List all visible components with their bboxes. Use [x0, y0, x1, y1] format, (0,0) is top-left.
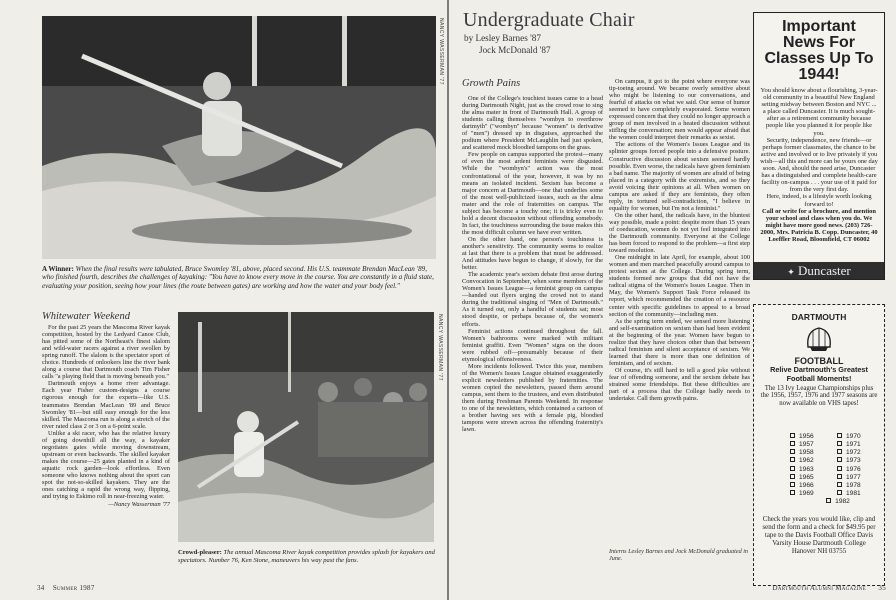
duncaster-contact: [760, 208, 878, 243]
interns-note: Interns Lesley Barnes and Jock McDonald graduated in June.: [609, 548, 749, 563]
year-option[interactable]: [837, 449, 884, 457]
year-label: 1982: [835, 498, 850, 506]
year-option[interactable]: [837, 433, 884, 441]
duncaster-paragraph: Security, independence, new friends—or perhaps former classmates, the chance to be active and involved or to live privately if you wish—all this and more can be yours one day soon. And, should the need arise, Duncaster has a distinguished and complete health-care facility on-campus . . . your use of it paid for from the very first day.: [760, 136, 878, 194]
year-option[interactable]: [837, 441, 884, 449]
year-label: 1976: [846, 465, 861, 473]
duncaster-headline: Important News For Classes Up To 1944!: [764, 18, 874, 83]
year-label: 1978: [846, 481, 861, 489]
duncaster-paragraph: Here, indeed, is a lifestyle worth looking forward to!: [766, 193, 872, 208]
year-label: 1963: [799, 465, 814, 473]
checkbox-icon[interactable]: [790, 433, 795, 438]
article-paragraph: The academic year's sexism debate first arose during Convocation in September, when some members of the Women's Issues League—a feminist group on campus—handed out flyers urging the crowd not to stand during the traditional singing of "Men of Dartmouth." As it turned out, only a handful of students sat; most stood despite, or perhaps because of, the women's efforts.: [462, 271, 603, 328]
article-paragraph: As the spring term ended, we sensed more listening and self-examination on sexism than had been evident at the beginning of the year. Women have begun to realize that they have choices other than that between radical feminism and silent acceptance of sexism. We learned that there is more than one definition of feminism, and of sexism.: [609, 317, 750, 367]
football-title: FOOTBALL: [794, 356, 844, 366]
year-option[interactable]: [790, 449, 837, 457]
article-paragraph: On campus, it got to the point where everyone was tip-toeing around. We became overly sensitive about who might be listening to our conversations, and fearful of attacks on what we said. Our sense of humor seemed to have completely evaporated. Some women expressed concern that they could no longer approach a group of men involved in a heated discussion without stifling the conversation; men would appear afraid that the women could interpret their remarks as sexist.: [609, 78, 750, 142]
checkbox-icon[interactable]: [790, 441, 795, 446]
year-option[interactable]: [837, 466, 884, 474]
checkbox-icon[interactable]: [837, 490, 842, 495]
year-label: 1962: [799, 457, 814, 465]
year-label: 1971: [846, 441, 861, 449]
year-option[interactable]: [790, 490, 837, 498]
photo-credit-bottom: NANCY WASSERMAN '77: [437, 314, 443, 381]
football-school: DARTMOUTH: [791, 312, 847, 322]
duncaster-paragraph: You should know about a flourishing, 3-year-old community in a beautiful New England setting midway between Boston and NYC ... a place called Duncaster. It is much sought-after as a retirement community because people like you planned it for people like you.: [760, 87, 878, 137]
folio-left-issue: Summer 1987: [52, 584, 95, 592]
crowd-photo: [178, 312, 434, 542]
checkbox-icon[interactable]: [790, 449, 795, 454]
checkbox-icon[interactable]: [837, 441, 842, 446]
year-option-last[interactable]: [790, 498, 885, 506]
kayaker-photo-top: [42, 16, 436, 259]
duncaster-logo-text: Duncaster: [798, 263, 851, 278]
whitewater-article: [42, 324, 170, 582]
year-label: 1977: [846, 473, 861, 481]
checkbox-icon[interactable]: [837, 449, 842, 454]
checkbox-icon[interactable]: [837, 457, 842, 462]
duncaster-ad: [753, 12, 885, 280]
year-label: 1956: [799, 433, 814, 440]
year-checklist: [790, 433, 885, 506]
football-intro: The 13 Ivy League Championships plus the 1956, 1957, 1976 and 1977 seasons are now available on VHS tapes!: [760, 384, 878, 408]
checkbox-icon[interactable]: [790, 482, 795, 487]
football-ad: [753, 304, 885, 586]
caption-top: [42, 265, 438, 290]
caption-bottom-text: The annual Mascoma River kayak competition provides splash for kayakers and spectators. Number 76, Ken Stone, maneuvers his way past the fans.: [178, 549, 435, 564]
year-label: 1970: [846, 433, 861, 440]
folio-right-magazine: Dartmouth Alumni Magazine: [772, 584, 867, 592]
year-option[interactable]: [790, 474, 837, 482]
year-label: 1957: [799, 441, 814, 449]
year-option[interactable]: [837, 490, 884, 498]
caption-bottom: [178, 549, 436, 565]
year-option[interactable]: [837, 457, 884, 465]
page-title: Undergraduate Chair: [463, 9, 635, 31]
year-label: 1969: [799, 490, 814, 498]
section-title-growth: Growth Pains: [462, 78, 521, 89]
year-option[interactable]: [790, 433, 837, 441]
year-label: 1966: [799, 481, 814, 489]
caption-top-lead: A Winner:: [42, 265, 74, 273]
checkbox-icon[interactable]: [837, 474, 842, 479]
article-signoff: —Nancy Wasserman '77: [108, 501, 170, 509]
article-paragraph: Feminist actions continued throughout the fall. Women's bathrooms were marked with militant feminist graffiti. Even "Women" signs on the doors were rubbed off—presumably because of their etymological offensiveness.: [462, 327, 603, 363]
checkbox-icon[interactable]: [837, 482, 842, 487]
year-label: 1965: [799, 473, 814, 481]
article-paragraph: One midnight in late April, for example, about 100 women and men marched peacefully around campus to protest sexism at the College. During spring term, students formed new groups that did not have the radical stigma of the Women's Issues League. Then in May, the Women's Support Task Force released its report, which recommended the creation of a resource center with specific guidelines to appeal to a broad section of the community—including men.: [609, 254, 750, 318]
year-label: 1973: [846, 457, 861, 465]
kayaker-photo-top-image: [42, 16, 436, 259]
article-paragraph: For the past 25 years the Mascoma River kayak competition, hosted by the Ledyard Canoe Club, has pitted some of the Northeast's finest slalom and wild-water racers against a river swollen by spring runoff. The slalom is the spectator sport of choice. Hundreds of onlookers line the river bank along a course that Dartmouth coach Tim Fisher calls "a playing field that is moving beneath you.": [42, 324, 170, 381]
year-option[interactable]: [790, 466, 837, 474]
column-2: [609, 78, 750, 546]
author-2: Jock McDonald '87: [479, 45, 551, 55]
right-page: [449, 0, 896, 600]
author-1: by Lesley Barnes '87: [464, 33, 541, 43]
column-1: [462, 95, 603, 585]
folio-right: [772, 584, 886, 592]
article-paragraph: One of the College's touchiest issues came to a head during Dartmouth Night, just as the crowd rose to sing the alma mater in front of Dartmouth Hall. A group of students calling themselves "wombyn to overthrow dartmyth" ("wombyn" because "women" is derivative of "men") dressed up in disguises, approached the podium where President McLaughlin had just spoken, and scattered mock bloodied tampons on the grass.: [462, 95, 603, 152]
article-paragraph: More incidents followed. Twice this year, members of the Women's Issues League obtained exaggeratedly explicit newsletters published by fraternities. The women copied the newsletters, passed them around campus, sent them to the trustees, and even distributed them during Freshman Parents Weekend. In response to one of the newsletters, which contained a cartoon of a brother having sex with a female pig, bloodied tampons were strewn across the offending fraternity's lawn.: [462, 362, 603, 434]
section-title-whitewater: Whitewater Weekend: [42, 311, 130, 322]
article-paragraph: On the other hand, the radicals have, in the bluntest way possible, made a point: despite more than 15 years of coeducation, women do not yet feel integrated into the Dartmouth community. Everyone at the College has been forced to respond to the problem—a first step toward resolution.: [609, 211, 750, 255]
checkbox-icon[interactable]: [790, 457, 795, 462]
helmet-icon: [804, 325, 834, 353]
year-label: 1972: [846, 449, 861, 457]
checkbox-icon[interactable]: [837, 433, 842, 438]
year-option[interactable]: [790, 441, 837, 449]
checkbox-icon[interactable]: [790, 490, 795, 495]
checkbox-icon[interactable]: [826, 498, 831, 503]
folio-right-number: 35: [878, 584, 886, 592]
article-paragraph: Dartmouth enjoys a home river advantage. Each year Fisher custom-designs a course rigorous enough for the experts—like U.S. teammates Brendan MacLean '89 and Bruce Swomley '81—but still easy enough for the less skilled. The Mascoma run is along a stretch of the river rated class 2 or 3 on a 6-point scale.: [42, 380, 170, 430]
caption-bottom-lead: Crowd-pleaser:: [178, 549, 222, 556]
article-paragraph: On the other hand, one person's touchiness is another's sensitivity. The community seems to realize at last that there is a problem that must be addressed. And attitudes have begun to change, if slowly, for the better.: [462, 235, 603, 272]
checkbox-icon[interactable]: [790, 466, 795, 471]
duncaster-contact-text: Call or write for a brochure, and mention your school and class when you do. We might have more good news. (203) 726-2000, Mrs. Patricia B. Copp. Duncaster, 40 Loeffler Road, Bloomfield, CT 06002: [760, 207, 878, 243]
folio-left: [37, 584, 95, 592]
year-option[interactable]: [837, 482, 884, 490]
football-tagline: Relive Dartmouth's Greatest Football Moments!: [770, 365, 868, 383]
article-paragraph: Few people on campus supported the protest—many of even the most ardent feminists were disgusted. While the "wombyn's" action was the most confrontational of the year, however, it was by no means an isolated incident. Sexism has become a major concern at Dartmouth—one that underlies some of the most well-publicized issues, such as the alma mater and the role of fraternities on campus. The subject has become a touchy one; it is tricky even to hold a decent discussion without offending somebody. In fact, the touchiness surrounding the issue makes this the most difficult column we have ever written.: [462, 151, 603, 236]
football-order-text: Check the years you would like, clip and send the form and a check for $49.95 per tape to the Davis Football Office Davis Varsity House Dartmouth College Hanover NH 03755: [762, 516, 876, 555]
crowd-photo-image: [178, 312, 434, 542]
checkbox-icon[interactable]: [837, 466, 842, 471]
duncaster-logo-mark-icon: ✦: [787, 267, 795, 277]
folio-left-number: 34: [37, 584, 45, 592]
duncaster-logo: [754, 262, 884, 279]
article-paragraph: Of course, it's still hard to tell a good joke without fear of offending someone, and the sexism debate has strained some friendships. But these difficulties are part of a process that the College badly needs to undertake. Call them growth pains.: [609, 366, 750, 403]
year-label: 1981: [846, 490, 861, 498]
article-paragraph: The actions of the Women's Issues League and its splinter groups forced people into a defensive posture. Constructive discussion about sexism seemed hardly possible. Even worse, the radicals have given feminism a bad name. The majority of women are afraid of being placed in a category with the extremists, and so they avoid voicing their opinions at all. When women on campus are asked if they are feminists, they often reply, in tortured self-contradiction, "I believe in equality for women, but I'm not a feminist.": [609, 141, 750, 212]
checkbox-icon[interactable]: [790, 474, 795, 479]
caption-top-text: When the final results were tabulated, Bruce Swomley '81, above, placed second. His U.S. teammate Brendan MacLean '89, who finished fourth, describes the challenges of kayaking: "You have to know every move in the course. You are constantly in a fluid state, evaluating your position, seeing how your lines (the route between gates) are working and how the water and your body feel.": [42, 265, 434, 290]
year-option[interactable]: [837, 474, 884, 482]
article-paragraph: Unlike a ski racer, who has the relative luxury of going downhill all the way, a kayaker negotiates gates while moving downstream, upstream or even backwards. The skilled kayaker makes the course—25 gates planted in a kind of aquatic rock garden—look effortless. Even someone who knows nothing about the sport can spot the not-so-skilled kayakers. They are the ones catching a rapid the wrong way, flipping, and trying to Eskimo roll in near-freezing water.: [42, 429, 170, 501]
year-option[interactable]: [790, 457, 837, 465]
duncaster-body: [754, 87, 884, 243]
year-option[interactable]: [790, 482, 837, 490]
photo-credit-top: NANCY WASSERMAN '77: [438, 18, 444, 85]
year-label: 1958: [799, 449, 814, 457]
left-page: [0, 0, 447, 600]
